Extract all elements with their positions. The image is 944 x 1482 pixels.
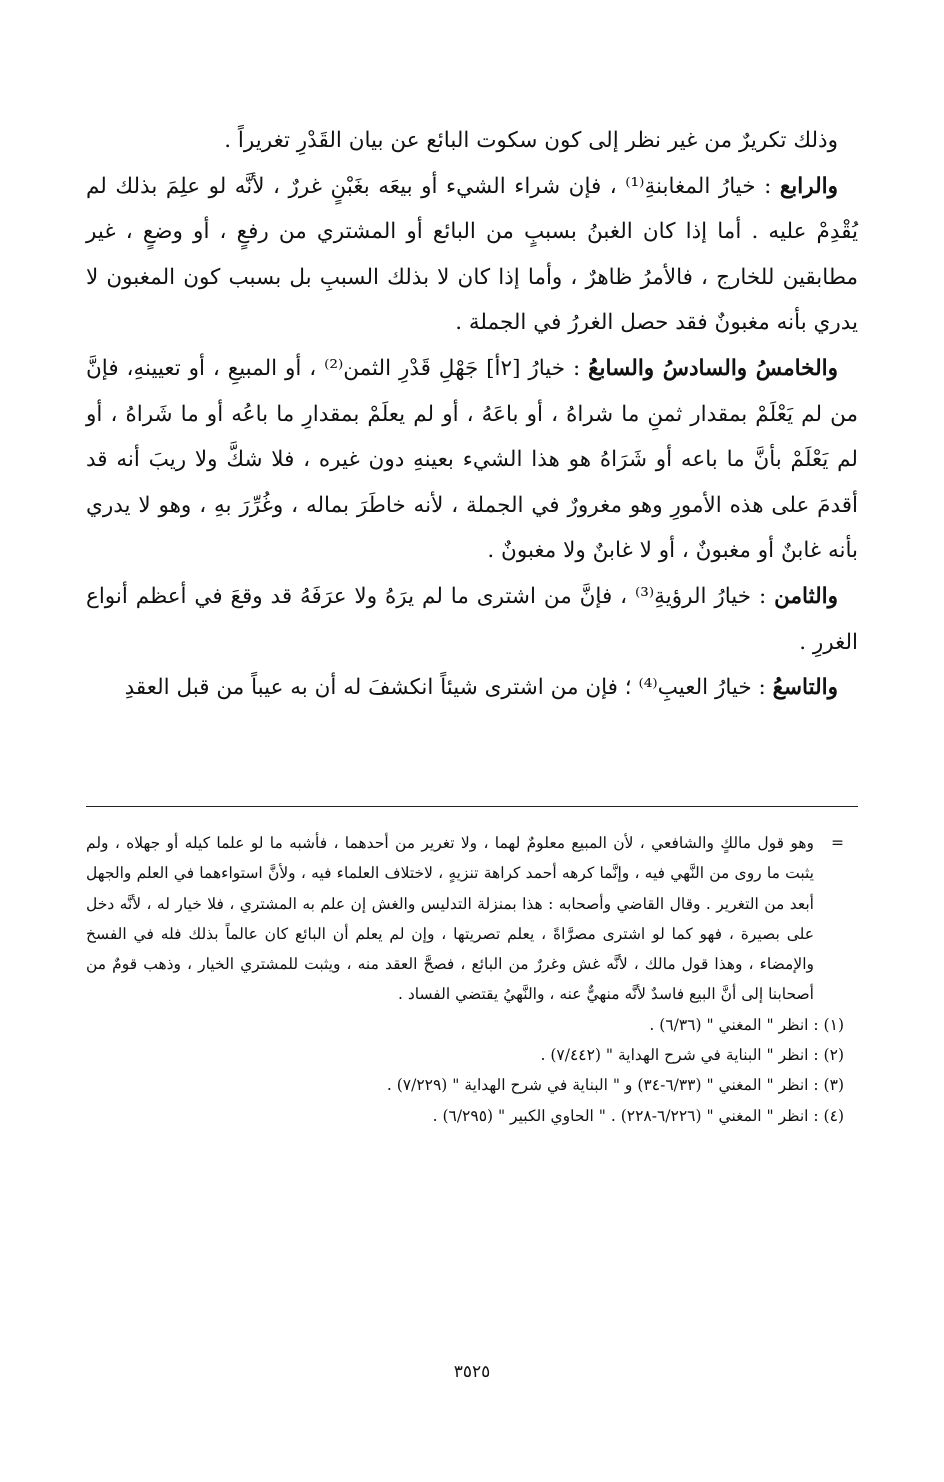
footnote-2: (٢) : انظر " البناية في شرح الهداية " (٧/٤٤٢) . — [540, 1046, 844, 1065]
paragraph-intro: وذلك تكريرٌ من غير نظر إلى كون سكوت البائع عن بيان القَدْرِ تغريراً . — [224, 128, 838, 153]
heading-ninth: والتاسعُ — [772, 675, 838, 701]
page-number: ٣٥٢٥ — [453, 1362, 491, 1382]
footnote-separator — [86, 806, 858, 807]
footnote-3: (٣) : انظر " المغني " (٦/٣٣-٣٤) و " البناية في شرح الهداية " (٧/٢٢٩) . — [386, 1076, 844, 1095]
heading-fourth: والرابع — [779, 173, 838, 199]
footnote-continuation-text: وهو قول مالكٍ والشافعي ، لأن المبيع معلومٌ لهما ، ولا تغرير من أحدهما ، فأشبه ما لو علما كيله أو جهلاه ، ولم يثبت ما روى من النَّهي فيه ، وإنَّما كرهه أحمد كراهة تنزيهٍ ، لاختلاف العلماء فيه ، ولأنَّ استواءهما في العلم والجهل أبعد من التغرير . وقال القاضي وأصحابه : هذا بمنزلة التدليس والغش إن علم به المشتري ، فلا خيار له ، لأنَّه دخل على بصيرة ، فهو كما لو اشترى مصرَّاةً ، يعلم تصريتها ، وإن لم يعلم أن البائع كان عالماً بذلك فله في الفسخ والإمضاء ، وهذا قول مالك ، لأنَّه غش وغررٌ من البائع ، فصحَّ العقد منه ، ويثبت للمشتري الخيار ، وذهب قومٌ من أصحابنا إلى أنَّ البيع فاسدٌ لأنَّه منهيٌّ عنه ، والنَّهيُ يقتضي الفساد . — [86, 834, 814, 1004]
paragraph-ninth — [86, 665, 858, 711]
heading-eighth: والثامن — [774, 583, 838, 609]
paragraph-fifth-sixth-seventh — [86, 346, 858, 574]
paragraph-fourth — [86, 164, 858, 346]
paragraph-fourth-text: : خيارُ المغابنةِ⁽¹⁾ ، فإن شراء الشيء أو بيعَه بغَبْنٍ غررٌ ، لأنَّه لو علِمَ بذلك لم يُقْدِمْ عليه . أما إذا كان الغبنُ بسببٍ من البائع أو المشتري من رفعٍ ، أو وضعٍ ، غير مطابقين للخارج ، فالأمرُ ظاهرٌ ، وأما إذا كان لا بذلك السببِ بل بسبب كون المغبون لا يدري بأنه مغبونٌ فقد حصل الغررُ في الجملة . — [86, 173, 858, 336]
paragraph-eighth — [86, 574, 858, 665]
heading-fifth-sixth-seventh: والخامسُ والسادسُ والسابعُ — [588, 355, 838, 381]
main-text — [86, 118, 858, 711]
footnote-4: (٤) : انظر " المغني " (٦/٢٢٦-٢٢٨) . " الحاوي الكبير " (٦/٢٩٥) . — [432, 1106, 844, 1125]
footnote-continuation — [86, 828, 844, 1010]
paragraph-ninth-text: : خيارُ العيبِ⁽⁴⁾ ؛ فإن من اشترى شيئاً انكشفَ له أن به عيباً من قبل العقدِ — [124, 675, 773, 701]
paragraph-eighth-text: : خيارُ الرؤيةِ⁽³⁾ ، فإنَّ من اشترى ما لم يرَهُ ولا عرَفَهُ قد وقعَ في أعظم أنواع الغررِ . — [86, 583, 858, 655]
continuation-marker: = — [831, 834, 844, 852]
footnote-1: (١) : انظر " المغني " (٦/٣٦) . — [649, 1015, 844, 1034]
paragraph-fifth-sixth-seventh-text: : خيارُ [٢أ] جَهْلِ قَدْرِ الثمن⁽²⁾ ، أو المبيعِ ، أو تعيينهِ، فإنَّ من لم يَعْلَمْ بمقدار ثمنِ ما شراهُ ، أو باعَهُ ، أو لم يعلَمْ بمقدارِ ما باعُه أو ما شَراهُ ، أو لم يَعْلَمْ بأنَّ ما باعه أو شَرَاهُ هو هذا الشيء بعينهِ دون غيره ، فلا شكَّ ولا ريبَ أنه قد أقدمَ على هذه الأمورِ وهو مغرورٌ في الجملة ، لأنه خاطَرَ بماله ، وغُرِّرَ بهِ ، وهو لا يدري بأنه غابنٌ أو مغبونٌ ، أو لا غابنٌ ولا مغبونٌ . — [86, 355, 859, 564]
footnotes — [86, 828, 844, 1131]
